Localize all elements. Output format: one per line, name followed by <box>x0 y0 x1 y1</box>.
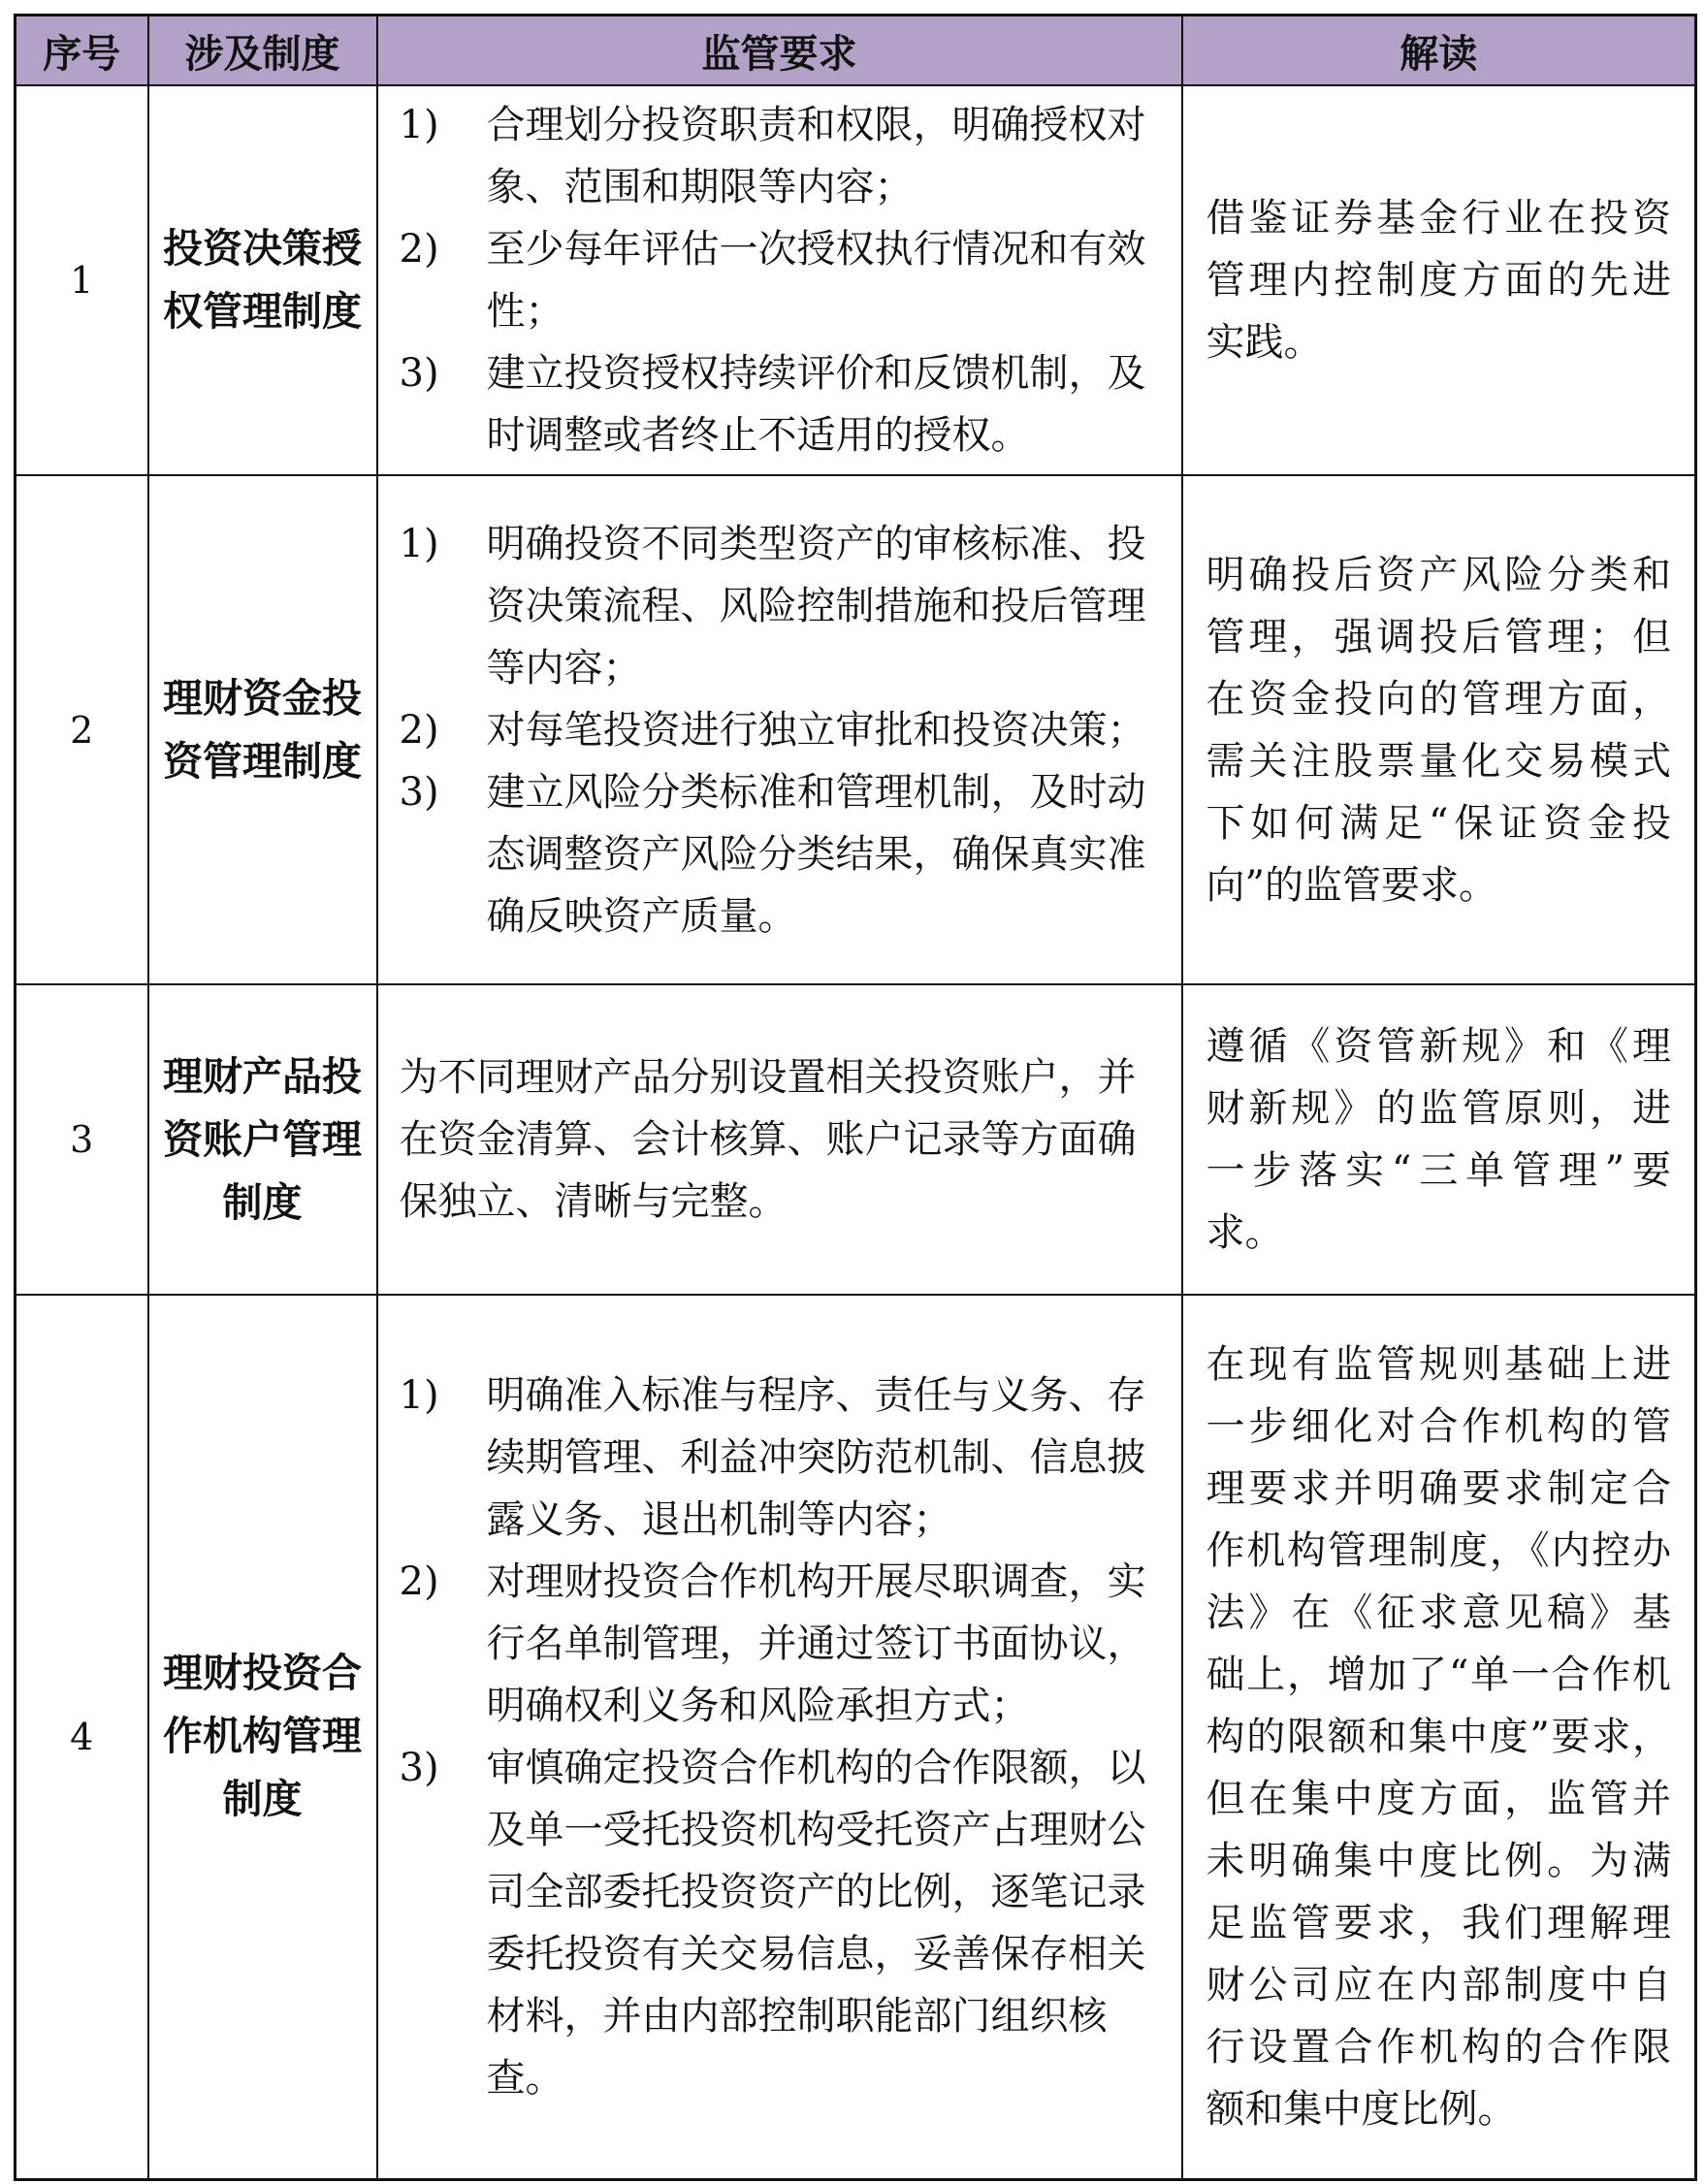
table-row <box>16 1295 1696 2179</box>
row-number: 3 <box>16 984 148 1295</box>
interpretation-cell: 遵循《资管新规》和《理财新规》的监管原则，进一步落实“三单管理”要求。 <box>1182 984 1696 1295</box>
requirement-item <box>400 1365 1160 1551</box>
item-text: 合理划分投资职责和权限，明确授权对象、范围和期限等内容； <box>486 103 1146 209</box>
item-number: 2) <box>399 227 439 272</box>
requirement-item <box>400 699 1160 761</box>
system-name: 理财投资合作机构管理制度 <box>148 1295 377 2179</box>
item-number: 3) <box>399 1745 439 1790</box>
system-name: 理财资金投资管理制度 <box>148 475 377 984</box>
item-text: 对理财投资合作机构开展尽职调查，实行名单制管理，并通过签订书面协议，明确权利义务和风险承担方式； <box>486 1558 1146 1728</box>
table-row <box>16 85 1696 475</box>
requirements-cell <box>377 984 1182 1295</box>
item-number: 3) <box>399 769 439 815</box>
header-serial: 序号 <box>16 16 148 86</box>
requirements-cell <box>377 475 1182 984</box>
row-number: 4 <box>16 1295 148 2179</box>
table-row <box>16 984 1696 1295</box>
item-text: 建立投资授权持续评价和反馈机制，及时调整或者终止不适用的授权。 <box>486 351 1146 458</box>
item-number: 1) <box>399 103 439 147</box>
item-text: 建立风险分类标准和管理机制，及时动态调整资产风险分类结果，确保真实准确反映资产质量。 <box>486 769 1146 939</box>
header-row <box>16 16 1696 86</box>
header-interpretation: 解读 <box>1182 16 1696 86</box>
item-text: 审慎确定投资合作机构的合作限额，以及单一受托投资机构受托资产占理财公司全部委托投资资产的比例，逐笔记录委托投资有关交易信息，妥善保存相关材料，并由内部控制职能部门组织核查。 <box>486 1745 1146 2101</box>
requirement-item <box>400 218 1160 342</box>
interpretation-cell: 在现有监管规则基础上进一步细化对合作机构的管理要求并明确要求制定合作机构管理制度，《内控办法》在《征求意见稿》基础上，增加了“单一合作机构的限额和集中度”要求，但在集中度方面，监管并未明确集中度比例。为满足监管要求，我们理解理财公司应在内部制度中自行设置合作机构的合作限额和集中度比例。 <box>1182 1295 1696 2179</box>
requirement-item <box>400 94 1160 218</box>
item-number: 2) <box>399 1558 439 1604</box>
requirement-item <box>400 342 1160 466</box>
item-number: 1) <box>399 1372 439 1418</box>
requirement-item <box>400 761 1160 947</box>
system-name: 理财产品投资账户管理制度 <box>148 984 377 1295</box>
item-text: 至少每年评估一次授权执行情况和有效性； <box>486 227 1146 334</box>
regulation-table <box>14 14 1697 2181</box>
table-row <box>16 475 1696 984</box>
header-system: 涉及制度 <box>148 16 377 86</box>
system-name: 投资决策授权管理制度 <box>148 85 377 475</box>
row-number: 2 <box>16 475 148 984</box>
requirement-item <box>400 1737 1160 2109</box>
row-number: 1 <box>16 85 148 475</box>
item-number: 1) <box>399 521 439 566</box>
requirement-text: 为不同理财产品分别设置相关投资账户，并在资金清算、会计核算、账户记录等方面确保独立、清晰与完整。 <box>399 1055 1137 1224</box>
interpretation-cell: 明确投后资产风险分类和管理，强调投后管理；但在资金投向的管理方面，需关注股票量化交易模式下如何满足“保证资金投向”的监管要求。 <box>1182 475 1696 984</box>
item-number: 3) <box>399 351 439 396</box>
item-text: 明确投资不同类型资产的审核标准、投资决策流程、风险控制措施和投后管理等内容； <box>486 521 1146 691</box>
interpretation-cell: 借鉴证券基金行业在投资管理内控制度方面的先进实践。 <box>1182 85 1696 475</box>
item-text: 明确准入标准与程序、责任与义务、存续期管理、利益冲突防范机制、信息披露义务、退出机制等内容； <box>486 1372 1146 1542</box>
requirement-item <box>400 513 1160 699</box>
item-number: 2) <box>399 707 439 753</box>
requirements-cell <box>377 85 1182 475</box>
item-text: 对每笔投资进行独立审批和投资决策； <box>486 707 1146 753</box>
requirements-cell <box>377 1295 1182 2179</box>
header-requirements: 监管要求 <box>377 16 1182 86</box>
requirement-item <box>400 1551 1160 1737</box>
